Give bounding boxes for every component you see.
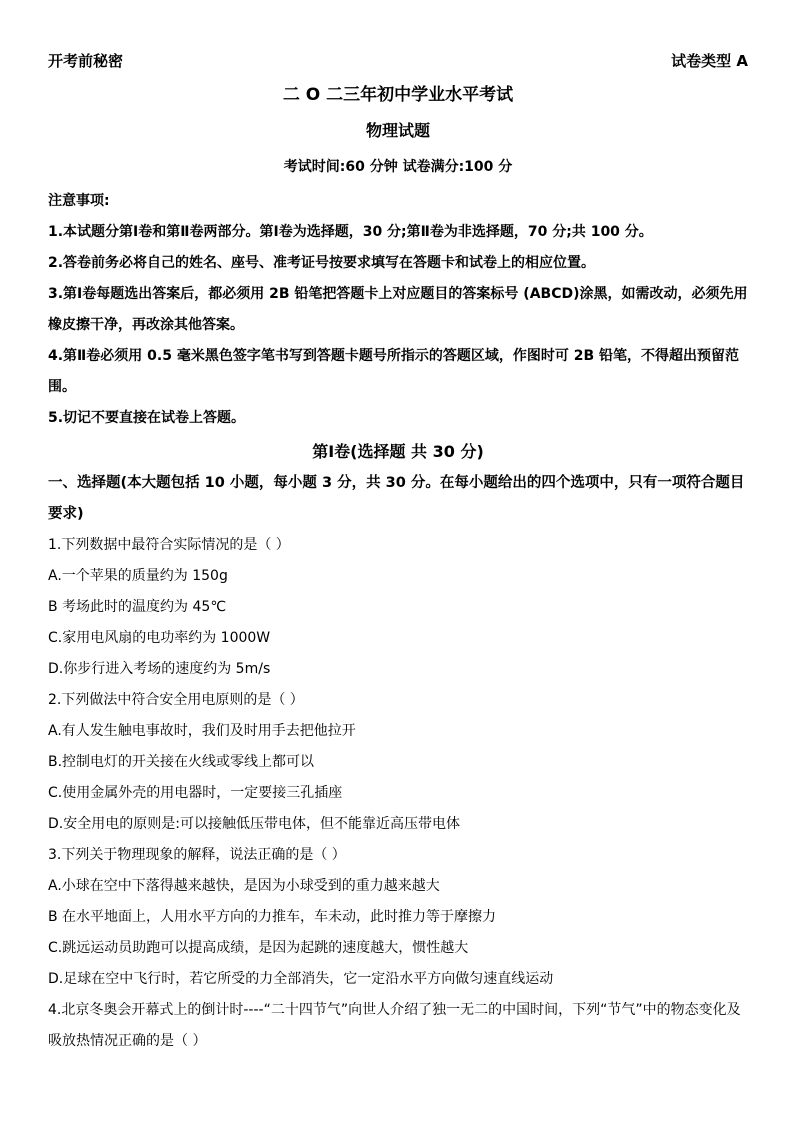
question-list <box>48 530 748 1057</box>
question-stem: 1.下列数据中最符合实际情况的是（ ） <box>48 537 290 553</box>
question-option: B.控制电灯的开关接在火线或零线上都可以 <box>48 754 315 770</box>
section-description: 一、选择题(本大题包括 10 小题，每小题 3 分，共 30 分。在每小题给出的四个选项中，只有一项符合题目要求) <box>48 475 745 522</box>
notice-item: 2.答卷前务必将自己的姓名、座号、准考证号按要求填写在答题卡和试卷上的相应位置。 <box>48 255 596 271</box>
question-option: D.安全用电的原则是:可以接触低压带电体，但不能靠近高压带电体 <box>48 816 460 832</box>
question-option: C.跳远运动员助跑可以提高成绩，是因为起跳的速度越大，惯性越大 <box>48 940 469 956</box>
notice-item: 4.第Ⅱ卷必须用 0.5 毫米黑色签字笔书写到答题卡题号所指示的答题区域，作图时可 2B 铅笔，不得超出预留范围。 <box>48 348 739 395</box>
notice-item: 3.第Ⅰ卷每题选出答案后，都必须用 2B 铅笔把答题卡上对应题目的答案标号 (ABCD)涂黑，如需改动，必须先用橡皮擦干净，再改涂其他答案。 <box>48 286 748 333</box>
question-option: D.你步行进入考场的速度约为 5m/s <box>48 661 271 677</box>
question-option: D.足球在空中飞行时，若它所受的力全部消失，它一定沿水平方向做匀速直线运动 <box>48 971 554 987</box>
question-stem: 4.北京冬奥会开幕式上的倒计时----“二十四节气”向世人介绍了独一无二的中国时间，下列“节气”中的物态变化及吸放热情况正确的是（ ） <box>48 1002 741 1049</box>
confidential-label: 开考前秘密 <box>48 52 124 70</box>
notice-heading: 注意事项: <box>48 193 110 209</box>
question-option: A.一个苹果的质量约为 150g <box>48 568 228 584</box>
notice-item: 5.切记不要直接在试卷上答题。 <box>48 410 246 426</box>
page-header <box>48 48 748 74</box>
notice-item: 1.本试题分第Ⅰ卷和第Ⅱ卷两部分。第Ⅰ卷为选择题，30 分;第Ⅱ卷为非选择题，70 分;共 100 分。 <box>48 224 653 240</box>
paper-type-label: 试卷类型 A <box>671 52 748 70</box>
question-option: C.家用电风扇的电功率约为 1000W <box>48 630 271 646</box>
question-option: B 在水平地面上，人用水平方向的力推车，车未动，此时推力等于摩擦力 <box>48 909 497 925</box>
notice-block <box>48 186 748 434</box>
subject-title: 物理试题 <box>365 121 430 140</box>
exam-title: 二 O 二三年初中学业水平考试 <box>282 85 514 105</box>
question-stem: 2.下列做法中符合安全用电原则的是（ ） <box>48 692 304 708</box>
section-title: 第Ⅰ卷(选择题 共 30 分) <box>312 442 484 461</box>
exam-page <box>48 48 748 1057</box>
question-option: C.使用金属外壳的用电器时，一定要接三孔插座 <box>48 785 343 801</box>
question-option: A.有人发生触电事故时，我们及时用手去把他拉开 <box>48 723 356 739</box>
question-option: B 考场此时的温度约为 45℃ <box>48 599 227 615</box>
exam-info: 考试时间:60 分钟 试卷满分:100 分 <box>283 159 513 175</box>
question-option: A.小球在空中下落得越来越快，是因为小球受到的重力越来越大 <box>48 878 440 894</box>
question-stem: 3.下列关于物理现象的解释，说法正确的是（ ） <box>48 847 346 863</box>
